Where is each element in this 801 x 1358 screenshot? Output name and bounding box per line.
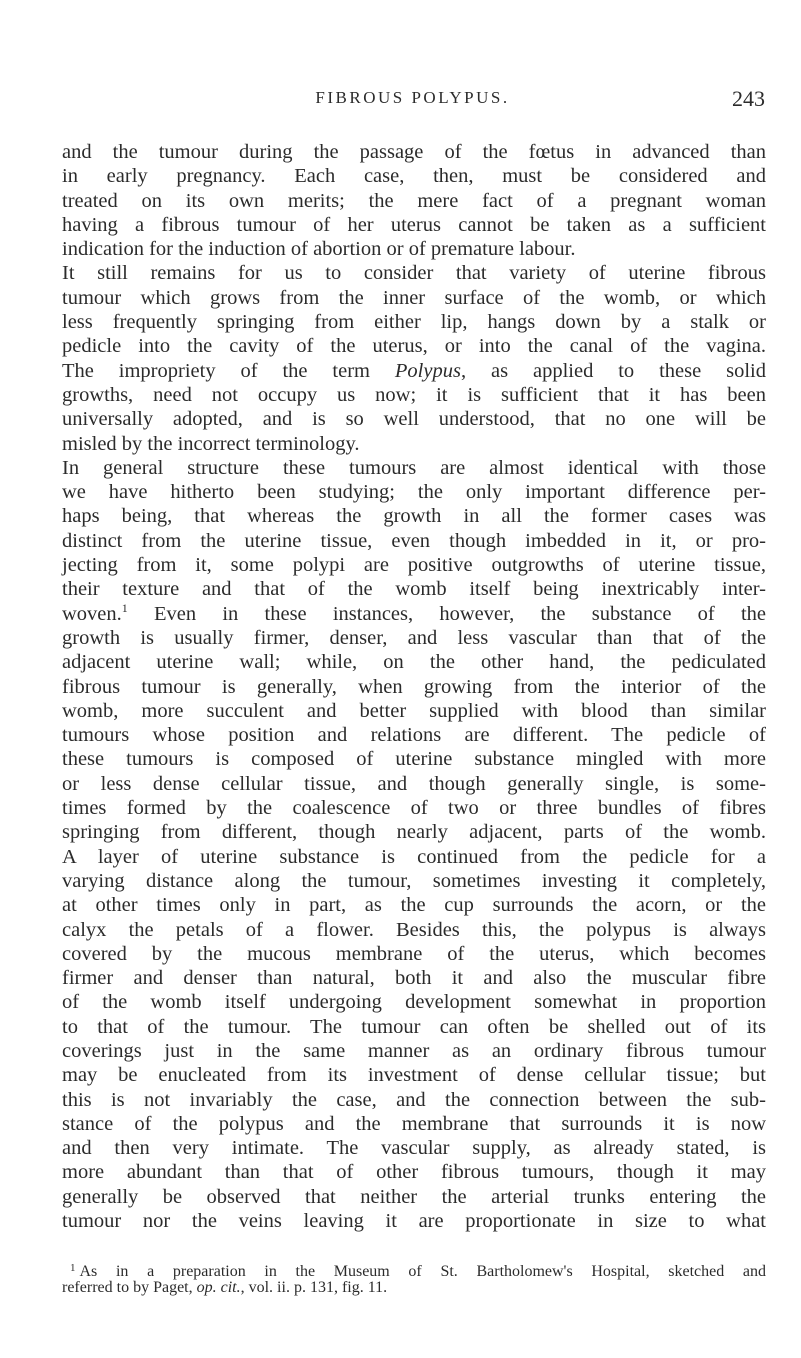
text-line: firmer and denser than natural, both it and also the muscular fibre	[62, 967, 766, 990]
text-line: tumour which grows from the inner surface of the womb, or which	[62, 286, 766, 309]
text-line: having a fibrous tumour of her uterus cannot be taken as a sufficient	[62, 213, 766, 236]
text-line: this is not invariably the case, and the connection between the sub-	[62, 1088, 766, 1111]
text-line: In general structure these tumours are almost identical with those	[62, 456, 766, 479]
running-head	[60, 86, 765, 110]
text-line: growths, need not occupy us now; it is sufficient that it has been	[62, 383, 766, 406]
text-line: treated on its own merits; the mere fact of a pregnant woman	[62, 189, 766, 212]
body-text	[62, 140, 766, 1233]
text-fragment: woven.	[62, 602, 122, 625]
text-line: in early pregnancy. Each case, then, must be considered and	[62, 165, 766, 188]
text-line: pedicle into the cavity of the uterus, or into the canal of the vagina.	[62, 335, 766, 358]
text-line: universally adopted, and is so well understood, that no one will be	[62, 408, 766, 431]
text-line: coverings just in the same manner as an ordinary fibrous tumour	[62, 1039, 766, 1062]
text-line: their texture and that of the womb itself being inextricably inter-	[62, 578, 766, 601]
text-line: distinct from the uterine tissue, even though imbedded in it, or pro-	[62, 529, 766, 552]
footnote-text: referred to by Paget,	[62, 1279, 197, 1296]
text-line: of the womb itself undergoing development somewhat in proportion	[62, 991, 766, 1014]
text-line: these tumours is composed of uterine substance mingled with more	[62, 748, 766, 771]
text-line: tumour nor the veins leaving it are proportionate in size to what	[62, 1210, 766, 1233]
text-line: may be enucleated from its investment of dense cellular tissue; but	[62, 1064, 766, 1087]
running-title: FIBROUS POLYPUS.	[315, 88, 510, 107]
text-line: less frequently springing from either lip, hangs down by a stalk or	[62, 311, 766, 334]
text-fragment: , as applied to these solid	[460, 359, 766, 382]
text-line: stance of the polypus and the membrane that surrounds it is now	[62, 1112, 766, 1135]
text-line: It still remains for us to consider that variety of uterine fibrous	[62, 262, 766, 285]
italic-term-polypus: Polypus	[394, 359, 461, 382]
text-line: and the tumour during the passage of the fœtus in advanced than	[62, 141, 766, 163]
footnote-text: As in a preparation in the Museum of St. Bartholomew's Hospital, sketched and	[79, 1263, 766, 1280]
text-line-footnote-ref	[62, 602, 766, 626]
page-number: 243	[732, 86, 765, 111]
text-line: calyx the petals of a flower. Besides this, the polypus is always	[62, 918, 766, 941]
footnote-line	[62, 1278, 766, 1298]
footnote	[62, 1258, 766, 1298]
text-line-polypus	[62, 359, 766, 383]
footnote-citation: op. cit.	[196, 1279, 241, 1296]
text-line: indication for the induction of abortion or of premature labour.	[62, 238, 576, 261]
text-fragment: The impropriety of the term	[62, 359, 395, 382]
text-line: or less dense cellular tissue, and though generally single, is some-	[62, 772, 766, 795]
text-fragment: Even in these instances, however, the substance of the	[127, 602, 766, 625]
text-line: fibrous tumour is generally, when growing from the interior of the	[62, 675, 766, 698]
text-line: jecting from it, some polypi are positive outgrowths of uterine tissue,	[62, 554, 766, 577]
text-line: growth is usually firmer, denser, and less vascular than that of the	[62, 626, 766, 649]
text-line: at other times only in part, as the cup surrounds the acorn, or the	[62, 894, 766, 917]
text-line: varying distance along the tumour, sometimes investing it completely,	[62, 869, 766, 892]
footnote-number: 1	[70, 1262, 76, 1274]
text-line: more abundant than that of other fibrous tumours, though it may	[62, 1161, 766, 1184]
text-line: to that of the tumour. The tumour can often be shelled out of its	[62, 1015, 766, 1038]
text-line: and then very intimate. The vascular supply, as already stated, is	[62, 1137, 766, 1160]
footnote-reference[interactable]: 1	[121, 600, 128, 615]
text-line: tumours whose position and relations are different. The pedicle of	[62, 724, 766, 747]
text-line: we have hitherto been studying; the only important difference per-	[62, 481, 766, 504]
text-line: A layer of uterine substance is continued from the pedicle for a	[62, 845, 766, 868]
text-line: springing from different, though nearly adjacent, parts of the womb.	[62, 821, 766, 844]
text-line: generally be observed that neither the arterial trunks entering the	[62, 1185, 766, 1208]
text-line: times formed by the coalescence of two or three bundles of fibres	[62, 797, 766, 820]
text-line: covered by the mucous membrane of the uterus, which becomes	[62, 942, 766, 965]
text-line: misled by the incorrect terminology.	[62, 432, 360, 455]
text-line: adjacent uterine wall; while, on the other hand, the pediculated	[62, 651, 766, 674]
footnote-line	[62, 1258, 766, 1278]
footnote-text: , vol. ii. p. 131, fig. 11.	[240, 1279, 388, 1296]
text-line: womb, more succulent and better supplied with blood than similar	[62, 699, 766, 722]
text-line: haps being, that whereas the growth in all the former cases was	[62, 505, 766, 528]
